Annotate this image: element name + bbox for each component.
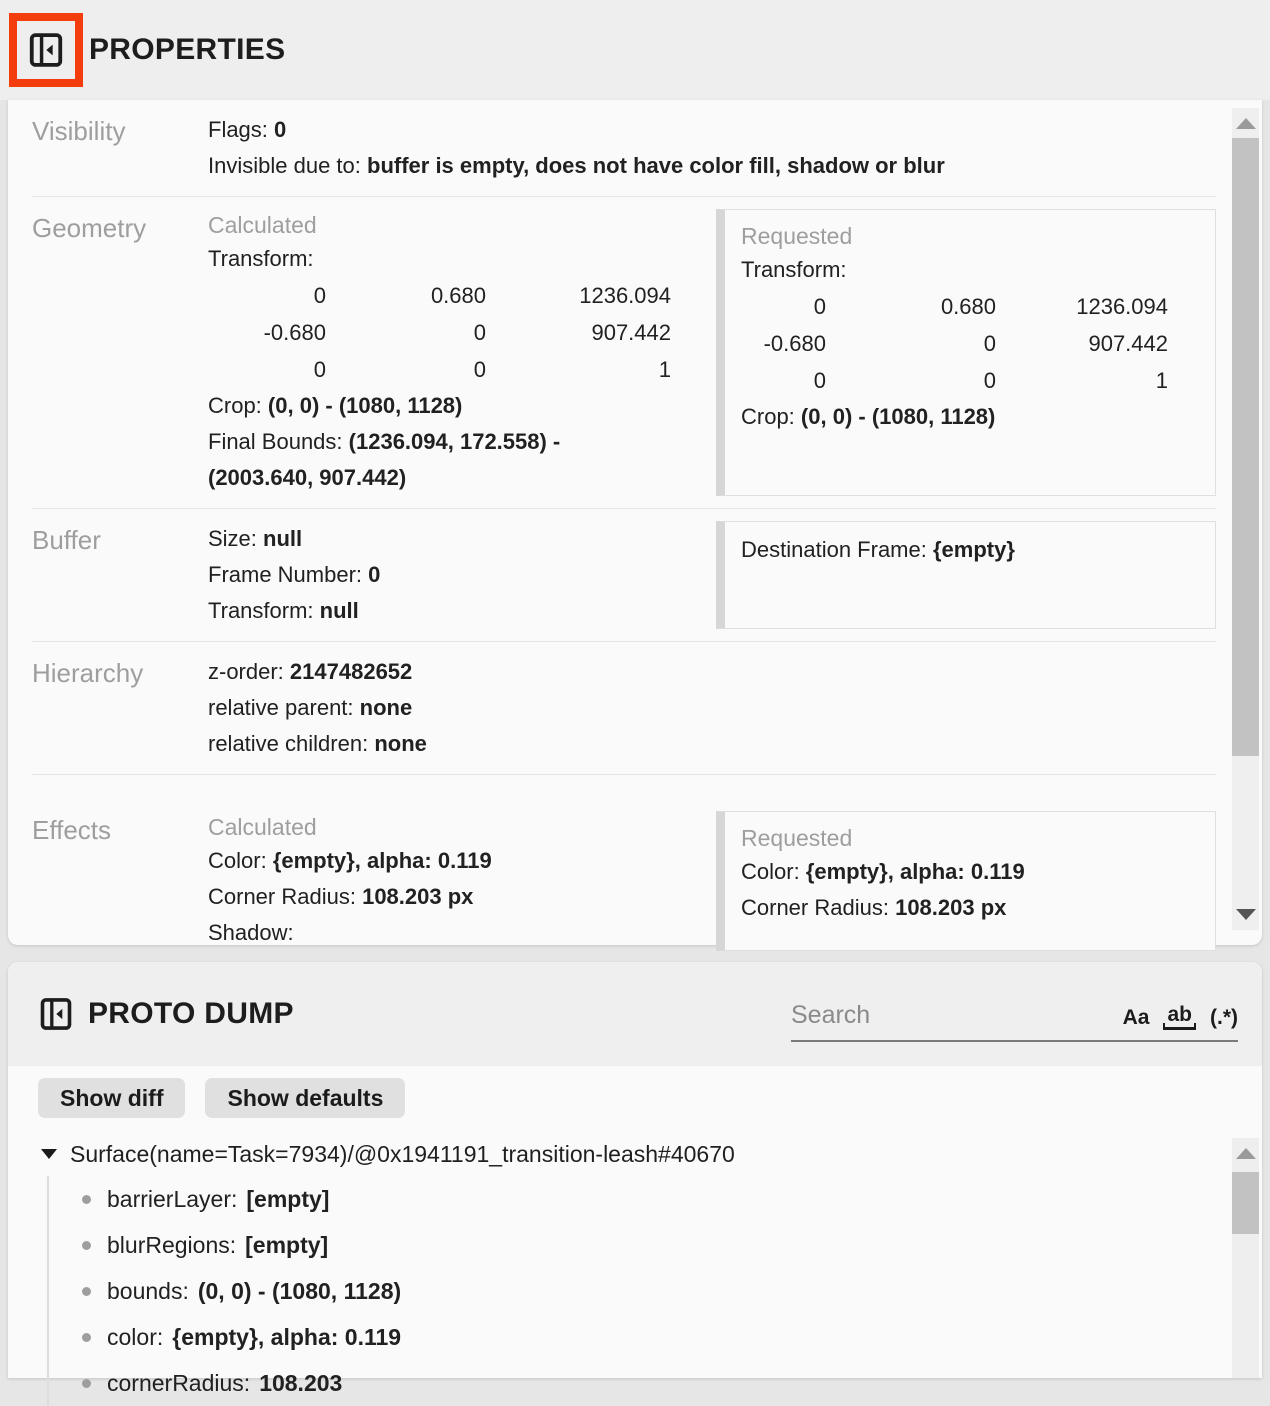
matrix-cell: 0 [313,357,326,382]
size-key: Size: [208,526,257,551]
relative-parent-key: relative parent: [208,695,354,720]
tree-item-value: [empty] [245,1231,329,1258]
final-bounds-row [208,424,708,496]
collapse-panel-button[interactable] [38,996,74,1032]
corner-radius-value: 108.203 px [362,884,474,909]
hierarchy-values [208,654,1216,762]
crop-value: (0, 0) - (1080, 1128) [267,393,463,418]
matrix-cell: 0 [983,368,996,393]
matrix-cell: 0 [983,331,996,356]
proto-dump-scrollbar[interactable] [1232,1138,1259,1378]
tree-item-value: (0, 0) - (1080, 1128) [197,1277,402,1304]
tree-item [82,1314,1262,1360]
tree-item-value: 108.203 [259,1369,343,1396]
invisible-row [208,148,1216,184]
transform-label: Transform: [208,246,314,271]
proto-dump-title: PROTO DUMP [88,997,294,1030]
tree-item [82,1222,1262,1268]
crop-row [741,399,1199,435]
buffer-requested [716,521,1216,629]
size-value: null [263,526,303,551]
regex-icon[interactable]: (.*) [1210,1005,1238,1029]
match-whole-word-icon[interactable]: ab [1165,1003,1194,1030]
tree-item-key: color: [107,1323,164,1350]
tree-item [82,1268,1262,1314]
corner-radius-row [208,879,708,915]
match-case-icon[interactable]: Aa [1122,1005,1150,1029]
color-row [208,843,708,879]
relative-children-row [208,726,1216,762]
relative-children-value: none [374,731,427,756]
requested-group-label: Requested [741,825,853,851]
flags-key: Flags: [208,117,268,142]
crop-value: (0, 0) - (1080, 1128) [800,404,996,429]
tree-root-label: Surface(name=Task=7934)/@0x1941191_transition-leash#40670 [70,1140,735,1167]
tree-item-value: {empty}, alpha: 0.119 [172,1323,402,1350]
transform-matrix [208,277,708,388]
z-order-row [208,654,1216,690]
geometry-calculated [208,209,708,496]
matrix-cell: 1236.094 [1076,294,1168,319]
matrix-cell: 0 [473,320,486,345]
proto-dump-toolbar [8,1066,1262,1130]
geometry-section [32,197,1216,509]
frame-number-value: 0 [368,562,381,587]
final-bounds-key: Final Bounds: [208,429,343,454]
matrix-cell: -0.680 [263,320,326,345]
color-value: {empty}, alpha: 0.119 [805,859,1025,884]
crop-row [208,388,708,424]
matrix-cell: 1 [658,357,671,382]
buffer-values [208,521,708,629]
transform-matrix [741,288,1199,399]
tree-item-key: bounds: [107,1277,189,1304]
relative-children-key: relative children: [208,731,369,756]
properties-header [0,0,1270,100]
destination-frame-value: {empty} [932,537,1015,562]
matrix-cell: 0 [313,283,326,308]
dock-left-icon [38,996,74,1032]
z-order-value: 2147482652 [289,659,413,684]
bullet-icon [82,1379,91,1388]
bullet-icon [82,1241,91,1250]
matrix-cell: 0 [473,357,486,382]
bullet-icon [82,1287,91,1296]
calculated-group-label: Calculated [208,814,317,840]
buffer-transform-key: Transform: [208,598,314,623]
hierarchy-label: Hierarchy [32,658,144,688]
color-value: {empty}, alpha: 0.119 [272,848,492,873]
tree-item-key: blurRegions: [107,1231,237,1258]
calculated-group-label: Calculated [208,212,317,238]
effects-calculated [208,811,708,951]
buffer-section [32,509,1216,642]
requested-box [716,209,1216,496]
scroll-up-arrow-icon[interactable] [1236,118,1256,129]
frame-number-key: Frame Number: [208,562,363,587]
color-key: Color: [208,848,267,873]
requested-group-label: Requested [741,223,853,249]
scroll-up-arrow-icon[interactable] [1236,1148,1256,1159]
effects-section [32,775,1216,964]
bullet-icon [82,1333,91,1342]
proto-dump-panel [8,962,1262,1396]
crop-key: Crop: [741,404,795,429]
size-row [208,521,708,557]
tree-item [82,1176,1262,1222]
destination-frame-key: Destination Frame: [741,537,927,562]
requested-box [716,811,1216,951]
tree-children [47,1176,1262,1406]
dock-left-icon [27,31,65,69]
destination-frame-row [741,532,1199,568]
buffer-label: Buffer [32,525,101,555]
corner-radius-key: Corner Radius: [741,895,889,920]
buffer-transform-row [208,593,708,629]
effects-label: Effects [32,815,112,845]
scrollbar-thumb[interactable] [1232,138,1259,756]
color-key: Color: [741,859,800,884]
corner-radius-row [741,890,1199,926]
chevron-down-icon[interactable] [41,1149,57,1159]
matrix-cell: 1236.094 [579,283,671,308]
invisible-value: buffer is empty, does not have color fill, shadow or blur [367,153,945,178]
z-order-key: z-order: [208,659,284,684]
properties-scrollbar[interactable] [1232,108,1259,930]
matrix-cell: 907.442 [591,320,671,345]
collapse-panel-button[interactable] [27,31,65,69]
matrix-cell: -0.680 [763,331,826,356]
relative-parent-row [208,690,1216,726]
geometry-requested [716,209,1216,496]
tree-item-value: [empty] [246,1185,330,1212]
properties-title: PROPERTIES [89,33,286,66]
relative-parent-value: none [359,695,413,720]
tree-root-node[interactable] [8,1132,1262,1176]
visibility-label: Visibility [32,116,126,146]
shadow-key: Shadow: [208,920,294,945]
matrix-cell: 1 [1155,368,1168,393]
scroll-down-arrow-icon[interactable] [1236,909,1256,920]
search-input[interactable] [791,1001,1107,1030]
color-row [741,854,1199,890]
frame-number-row [208,557,708,593]
geometry-label: Geometry [32,213,147,243]
final-bounds-value-2: (2003.640, 907.442) [208,465,407,490]
invisible-key: Invisible due to: [208,153,361,178]
matrix-cell: 0.680 [940,294,996,319]
matrix-cell: 0 [813,294,826,319]
crop-key: Crop: [208,393,262,418]
flags-row [208,112,1216,148]
tree-item-key: barrierLayer: [107,1185,238,1212]
bullet-icon [82,1195,91,1204]
shadow-row [208,915,708,951]
effects-requested [716,811,1216,951]
matrix-cell: 907.442 [1088,331,1168,356]
transform-label: Transform: [741,257,847,282]
show-diff-button[interactable]: Show diff [38,1078,185,1118]
final-bounds-value-1: (1236.094, 172.558) - [348,429,561,454]
requested-box [716,521,1216,629]
buffer-transform-value: null [319,598,359,623]
search-field [791,1001,1238,1042]
scrollbar-thumb[interactable] [1232,1172,1259,1234]
properties-panel [8,100,1262,945]
corner-radius-key: Corner Radius: [208,884,356,909]
tree-item-key: cornerRadius: [107,1369,251,1396]
visibility-section [32,100,1216,197]
matrix-cell: 0 [813,368,826,393]
flags-value: 0 [274,117,287,142]
proto-tree [8,1130,1262,1406]
hierarchy-section [32,642,1216,775]
visibility-values [208,112,1216,184]
matrix-cell: 0.680 [430,283,486,308]
show-defaults-button[interactable]: Show defaults [205,1078,405,1118]
corner-radius-value: 108.203 px [895,895,1007,920]
tree-item [82,1360,1262,1406]
proto-dump-header [8,962,1262,1066]
highlight-box [9,13,83,87]
